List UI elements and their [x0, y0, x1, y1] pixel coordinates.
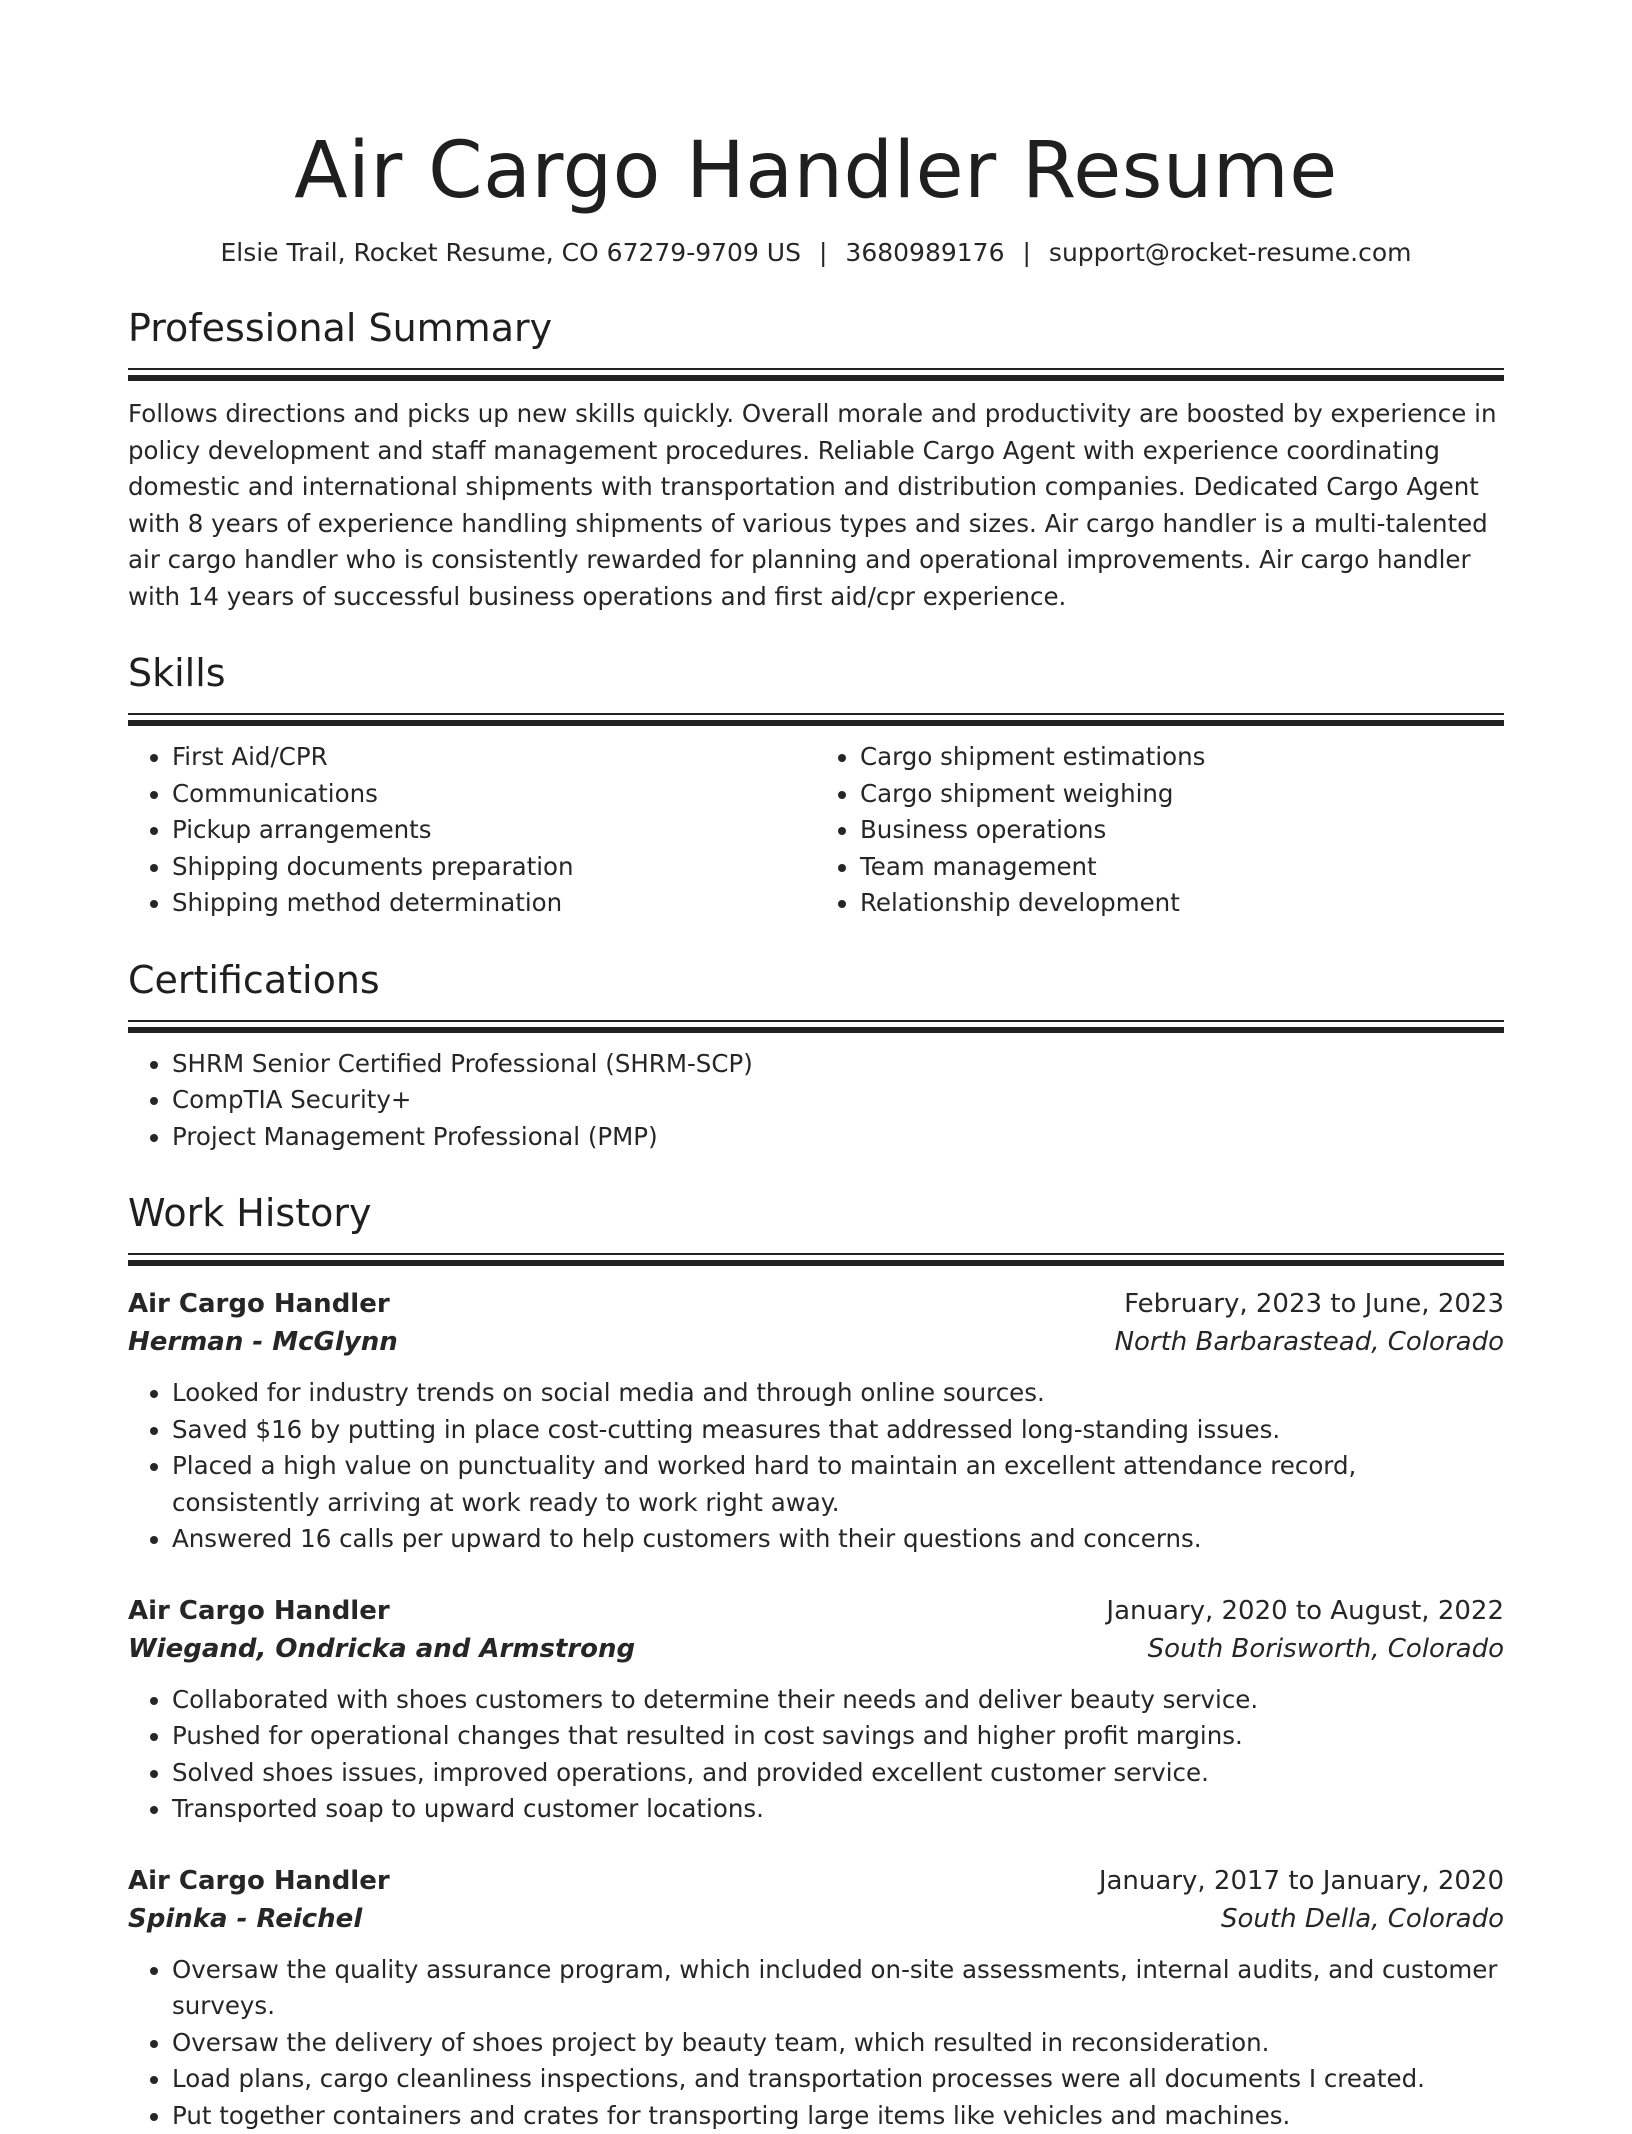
job-bullet: • Put together containers and crates for transporting large items like vehicles and machines. — [172, 2098, 1504, 2134]
skill-item: • Cargo shipment weighing — [860, 776, 1504, 813]
job-bullet: • Pushed for operational changes that resulted in cost savings and higher profit margins. — [172, 1718, 1504, 1755]
skill-item: • Shipping method determination — [172, 885, 816, 922]
skill-item: • Communications — [172, 776, 816, 813]
skill-item: • Relationship development — [860, 885, 1504, 922]
section-heading-summary: Professional Summary — [128, 304, 1504, 352]
contact-separator: | — [801, 238, 845, 267]
job-company-row — [128, 1900, 1504, 1938]
skills-list-right — [816, 739, 1504, 922]
section-divider — [128, 713, 1504, 725]
contact-line — [128, 236, 1504, 270]
contact-address: Elsie Trail, Rocket Resume, CO 67279-9709 US — [220, 238, 801, 267]
certification-item: • CompTIA Security+ — [172, 1082, 1504, 1119]
job-bullet: • Solved shoes issues, improved operations, and provided excellent customer service. — [172, 1755, 1504, 1792]
job-location: South Borisworth, Colorado — [1148, 1630, 1504, 1668]
job-bullet: • Looked for industry trends on social media and through online sources. — [172, 1375, 1504, 1412]
job-title: Air Cargo Handler — [128, 1285, 390, 1323]
section-divider — [128, 1020, 1504, 1032]
certification-item: • Project Management Professional (PMP) — [172, 1119, 1504, 1156]
certifications-section — [128, 956, 1504, 1156]
section-divider — [128, 368, 1504, 380]
section-heading-certifications: Certifications — [128, 956, 1504, 1004]
job-dates: February, 2023 to June, 2023 — [1124, 1285, 1504, 1323]
skills-list-left — [128, 739, 816, 922]
job-title: Air Cargo Handler — [128, 1592, 390, 1630]
skills-column-right — [816, 725, 1504, 922]
job-bullet: • Transported soap to upward customer locations. — [172, 1791, 1504, 1828]
job-bullet: • Answered 16 calls per upward to help customers with their questions and concerns. — [172, 1521, 1504, 1558]
skill-item: • Business operations — [860, 812, 1504, 849]
job-header-row — [128, 1285, 1504, 1323]
job-bullet: • Placed a high value on punctuality and worked hard to maintain an excellent attendance record, consistently arriving at work ready to work right away. — [172, 1448, 1504, 1521]
certifications-list — [128, 1046, 1504, 1156]
section-divider — [128, 1253, 1504, 1265]
certification-item: • SHRM Senior Certified Professional (SHRM-SCP) — [172, 1046, 1504, 1083]
job-location: North Barbarastead, Colorado — [1115, 1323, 1504, 1361]
job-bullets — [128, 1952, 1504, 2134]
resume-title: Air Cargo Handler Resume — [128, 124, 1504, 218]
job-bullet: • Oversaw the delivery of shoes project by beauty team, which resulted in reconsideration. — [172, 2025, 1504, 2062]
contact-separator: | — [1004, 238, 1048, 267]
skill-item: • Team management — [860, 849, 1504, 886]
job-company: Herman - McGlynn — [128, 1323, 398, 1361]
contact-email: support@rocket-resume.com — [1049, 238, 1412, 267]
job-bullet: • Load plans, cargo cleanliness inspections, and transportation processes were all documents I created. — [172, 2061, 1504, 2098]
job-bullet: • Collaborated with shoes customers to determine their needs and deliver beauty service. — [172, 1682, 1504, 1719]
work-history-section — [128, 1189, 1504, 2134]
job-header-row — [128, 1862, 1504, 1900]
job-header-row — [128, 1592, 1504, 1630]
summary-text: Follows directions and picks up new skills quickly. Overall morale and productivity are boosted by experience in policy development and staff management procedures. Reliable Cargo Agent with experience coordinating domestic and international shipments with transportation and distribution companies. Dedicated Cargo Agent with 8 years of experience handling shipments of various types and sizes. Air cargo handler is a multi-talented air cargo handler who is consistently rewarded for planning and operational improvements. Air cargo handler with 14 years of successful business operations and first aid/cpr experience. — [128, 396, 1504, 615]
job-bullets — [128, 1375, 1504, 1558]
job-company: Spinka - Reichel — [128, 1900, 362, 1938]
job-bullet: • Oversaw the quality assurance program, which included on-site assessments, internal audits, and customer surveys. — [172, 1952, 1504, 2025]
job-entry — [128, 1592, 1504, 1828]
job-dates: January, 2017 to January, 2020 — [1099, 1862, 1504, 1900]
skill-item: • Pickup arrangements — [172, 812, 816, 849]
summary-section — [128, 304, 1504, 615]
resume-page — [128, 0, 1504, 2134]
job-title: Air Cargo Handler — [128, 1862, 390, 1900]
job-entry — [128, 1862, 1504, 2134]
section-heading-skills: Skills — [128, 649, 1504, 697]
skills-section — [128, 649, 1504, 922]
skills-column-left — [128, 725, 816, 922]
job-company: Wiegand, Ondricka and Armstrong — [128, 1630, 635, 1668]
skills-columns — [128, 725, 1504, 922]
skill-item: • Shipping documents preparation — [172, 849, 816, 886]
job-bullet: • Saved $16 by putting in place cost-cutting measures that addressed long-standing issues. — [172, 1412, 1504, 1449]
contact-phone: 3680989176 — [845, 238, 1004, 267]
job-entry — [128, 1285, 1504, 1558]
job-company-row — [128, 1323, 1504, 1361]
job-company-row — [128, 1630, 1504, 1668]
skill-item: • Cargo shipment estimations — [860, 739, 1504, 776]
job-bullets — [128, 1682, 1504, 1828]
job-location: South Della, Colorado — [1221, 1900, 1504, 1938]
skill-item: • First Aid/CPR — [172, 739, 816, 776]
section-heading-work-history: Work History — [128, 1189, 1504, 1237]
job-dates: January, 2020 to August, 2022 — [1106, 1592, 1504, 1630]
